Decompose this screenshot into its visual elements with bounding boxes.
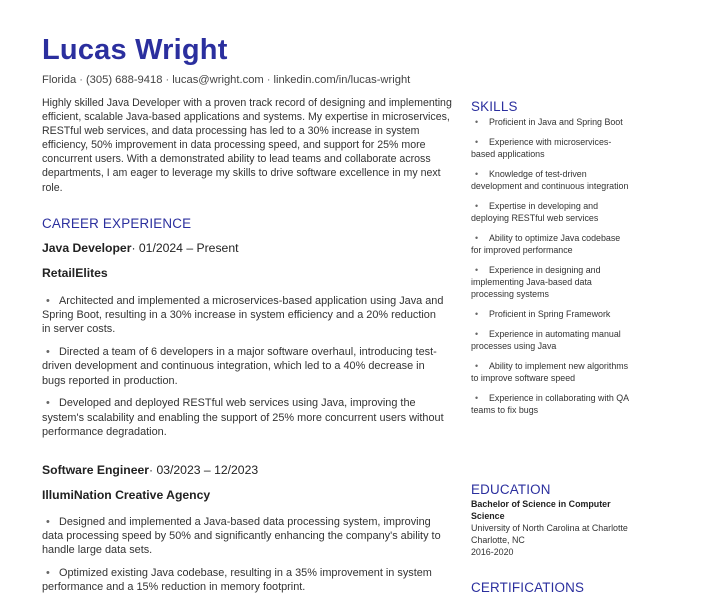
- list-item: [42, 515, 447, 558]
- bullet-icon: •: [46, 397, 50, 410]
- bullet-icon: •: [475, 137, 479, 147]
- list-item: [471, 328, 631, 352]
- list-item: [42, 345, 447, 388]
- skill-text: Experience in automating manual processes using Java: [471, 329, 621, 351]
- bullet-icon: •: [475, 361, 479, 371]
- list-item: [471, 232, 631, 256]
- bullet-icon: •: [475, 393, 479, 403]
- contact-separator: ·: [79, 74, 83, 86]
- email-link[interactable]: lucas@wright.com: [172, 74, 264, 86]
- list-item: [471, 116, 631, 128]
- job-1-company: RetailElites: [42, 266, 108, 280]
- bullet-icon: •: [46, 295, 50, 307]
- list-item: [471, 168, 631, 192]
- list-item: [471, 392, 631, 416]
- job-1-title: [42, 241, 239, 256]
- contact-line: [42, 73, 410, 87]
- bullet-icon: •: [475, 309, 479, 319]
- skill-text: Experience in collaborating with QA teams to fix bugs: [471, 393, 629, 415]
- skills-list: [471, 116, 631, 424]
- skills-heading: SKILLS: [471, 99, 518, 114]
- linkedin-link[interactable]: linkedin.com/in/lucas-wright: [273, 74, 411, 86]
- list-item: [471, 308, 631, 320]
- bullet-icon: •: [475, 117, 479, 127]
- bullet-icon: •: [46, 516, 50, 528]
- job-2-company: IllumiNation Creative Agency: [42, 488, 211, 502]
- skill-text: Experience in designing and implementing Java-based data processing systems: [471, 265, 601, 299]
- bullet-icon: •: [46, 567, 50, 580]
- list-item: [471, 360, 631, 384]
- skill-text: Proficient in Spring Framework: [489, 309, 611, 319]
- education-degree: Bachelor of Science in Computer Science: [471, 499, 611, 521]
- list-item: [42, 294, 447, 337]
- job-2-role: Software Engineer: [42, 463, 150, 477]
- job-1-bullets: [42, 294, 447, 448]
- education-school: University of North Carolina at Charlotte: [471, 523, 628, 533]
- skill-text: Knowledge of test-driven development and continuous integration: [471, 169, 629, 191]
- skill-text: Ability to implement new algorithms to improve software speed: [471, 361, 629, 383]
- bullet-text: Architected and implemented a microservices-based application using Java and Spring Boot, resulting in a 30% increase in system efficiency and a 20% reduction in server costs.: [42, 295, 444, 336]
- list-item: [471, 264, 631, 300]
- skill-text: Expertise in developing and deploying RESTful web services: [471, 201, 599, 223]
- job-1-dates: · 01/2024 – Present: [131, 241, 239, 255]
- bullet-text: Designed and implemented a Java-based data processing system, improving data processing speed by 50% and significantly enhancing the company's ability to handle large data sets.: [42, 516, 441, 557]
- bullet-icon: •: [46, 346, 50, 359]
- education-entry: [471, 498, 631, 558]
- location-text: Florida: [42, 74, 77, 86]
- job-2-bullets: [42, 515, 447, 603]
- job-1-role: Java Developer: [42, 241, 132, 255]
- bullet-icon: •: [475, 201, 479, 211]
- professional-summary: Highly skilled Java Developer with a proven track record of designing and implementing efficient, scalable Java-based applications and systems. My expertise in microservices, RESTful web services, and data processing has led to a 30% increase in system efficiency, 50% improvement in data processing speed, and support for 25% more concurrent users. With a demonstrated ability to lead teams and collaborate across departments, I am eager to leverage my skills to drive software excellence in my next role.: [42, 97, 452, 194]
- skill-text: Experience with microservices-based applications: [471, 137, 612, 159]
- job-2-title: [42, 463, 258, 478]
- education-heading: EDUCATION: [471, 482, 551, 497]
- career-experience-heading: CAREER EXPERIENCE: [42, 216, 192, 231]
- skill-text: Ability to optimize Java codebase for improved performance: [471, 233, 621, 255]
- job-2-dates: · 03/2023 – 12/2023: [149, 463, 259, 477]
- bullet-icon: •: [475, 329, 479, 339]
- list-item: [42, 566, 447, 594]
- bullet-icon: •: [475, 265, 479, 275]
- bullet-text: Directed a team of 6 developers in a major software overhaul, introducing test-driven development and continuous integration, which led to a 40% decrease in bugs reported in production.: [42, 346, 437, 387]
- list-item: [471, 200, 631, 224]
- certifications-heading: CERTIFICATIONS: [471, 580, 585, 595]
- contact-separator: ·: [165, 74, 170, 86]
- bullet-icon: •: [475, 233, 479, 243]
- candidate-name: Lucas Wright: [42, 34, 228, 66]
- contact-separator: ·: [266, 74, 271, 86]
- skill-text: Proficient in Java and Spring Boot: [489, 117, 623, 127]
- bullet-text: Developed and deployed RESTful web services using Java, improving the system's scalability and enabling the support of 25% more concurrent users without performance degradation.: [42, 397, 444, 438]
- bullet-icon: •: [475, 169, 479, 179]
- phone-text: (305) 688-9418: [85, 74, 163, 86]
- list-item: [42, 396, 447, 439]
- education-location: Charlotte, NC: [471, 535, 525, 545]
- bullet-text: Optimized existing Java codebase, resulting in a 35% improvement in system performance and a 15% reduction in memory footprint.: [42, 567, 432, 594]
- education-years: 2016-2020: [471, 547, 514, 557]
- list-item: [471, 136, 631, 160]
